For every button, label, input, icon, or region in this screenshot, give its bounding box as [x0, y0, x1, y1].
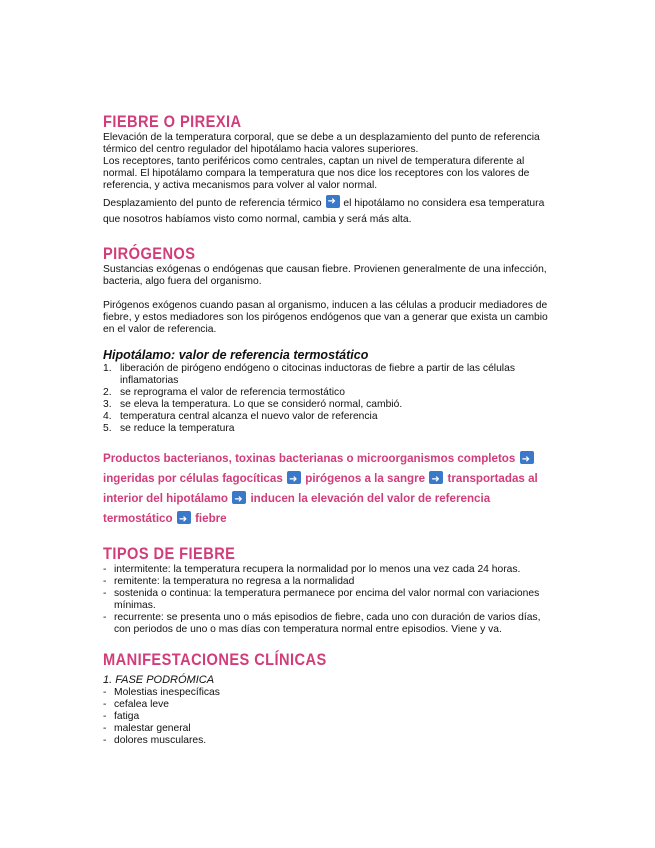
- list-item: - malestar general: [103, 723, 191, 734]
- document-page: [103, 112, 553, 747]
- tipos-list: [103, 564, 553, 636]
- hipotalamo-steps: [103, 363, 553, 435]
- heading-pirogenos: PIRÓGENOS: [103, 244, 196, 263]
- list-item: - recurrente: se presenta uno o más episodios de fiebre, cada uno con duración de varios días, con periodos de uno o mas días con temperatura normal entre episodios. Viene y va.: [103, 612, 541, 635]
- right-arrow-icon: [232, 491, 246, 504]
- list-item: - fatiga: [103, 711, 140, 722]
- list-item: 5. se reduce la temperatura: [103, 423, 235, 434]
- list-item: - dolores musculares.: [103, 735, 207, 746]
- chain-step: Productos bacterianos, toxinas bacterianas o microorganismos completos: [103, 452, 516, 465]
- right-arrow-icon: [287, 471, 301, 484]
- list-item: - Molestias inespecíficas: [103, 687, 220, 698]
- fiebre-desplazamiento: [103, 195, 553, 228]
- right-arrow-icon: [326, 195, 340, 208]
- fiebre-desplazamiento-b: el hipotálamo no considera esa temperatura que nosotros habíamos visto como normal, cambia y será más alta.: [103, 198, 545, 225]
- list-item: - cefalea leve: [103, 699, 169, 710]
- list-item: - intermitente: la temperatura recupera la normalidad por lo menos una vez cada 24 horas.: [103, 564, 521, 575]
- chain-step: ingeridas por células fagocíticas: [103, 472, 283, 485]
- list-item: - sostenida o continua: la temperatura permanece por encima del valor normal con variaciones mínimas.: [103, 588, 540, 611]
- fiebre-definition: Elevación de la temperatura corporal, que se debe a un desplazamiento del punto de referencia térmico del centro regulador del hipotálamo hacia valores superiores.: [103, 132, 540, 155]
- pirogenos-definition: Sustancias exógenas o endógenas que causan fiebre. Provienen generalmente de una infección, bacteria, algo fuera del organismo.: [103, 264, 547, 287]
- right-arrow-icon: [520, 451, 534, 464]
- heading-manifestaciones: MANIFESTACIONES CLÍNICAS: [103, 650, 327, 669]
- pirogenos-chain: [103, 449, 553, 529]
- fase-podromica: 1. FASE PODRÓMICA: [103, 674, 215, 686]
- fiebre-desplazamiento-a: Desplazamiento del punto de referencia térmico: [103, 198, 322, 209]
- heading-fiebre: FIEBRE O PIREXIA: [103, 112, 242, 131]
- list-item: - remitente: la temperatura no regresa a la normalidad: [103, 576, 355, 587]
- list-item: 3. se eleva la temperatura. Lo que se consideró normal, cambió.: [103, 399, 403, 410]
- chain-step: inducen la elevación del valor de referencia termostático: [103, 492, 491, 525]
- hipotalamo-subheading: Hipotálamo: valor de referencia termostático: [103, 348, 369, 362]
- right-arrow-icon: [429, 471, 443, 484]
- chain-step: transportadas al interior del hipotálamo: [103, 472, 538, 505]
- manifestaciones-list: [103, 687, 553, 747]
- heading-tipos: TIPOS DE FIEBRE: [103, 544, 236, 563]
- right-arrow-icon: [177, 511, 191, 524]
- chain-step: pirógenos a la sangre: [305, 472, 426, 485]
- list-item: 2. se reprograma el valor de referencia termostático: [103, 387, 345, 398]
- list-item: 1. liberación de pirógeno endógeno o citocinas inductoras de fiebre a partir de las células inflamatorias: [103, 363, 515, 386]
- list-item: 4. temperatura central alcanza el nuevo valor de referencia: [103, 411, 378, 422]
- pirogenos-exogenos: Pirógenos exógenos cuando pasan al organismo, inducen a las células a producir mediadores de fiebre, y estos mediadores son los pirógenos endógenos que van a generar que exista un cambio en el valor de referencia.: [103, 300, 548, 335]
- fiebre-receptores: Los receptores, tanto periféricos como centrales, captan un nivel de temperatura diferente al normal. El hipotálamo compara la temperatura que nos dice los receptores con los valores de referencia, y activa mecanismos para volver al valor normal.: [103, 156, 530, 191]
- chain-step: fiebre: [195, 512, 227, 525]
